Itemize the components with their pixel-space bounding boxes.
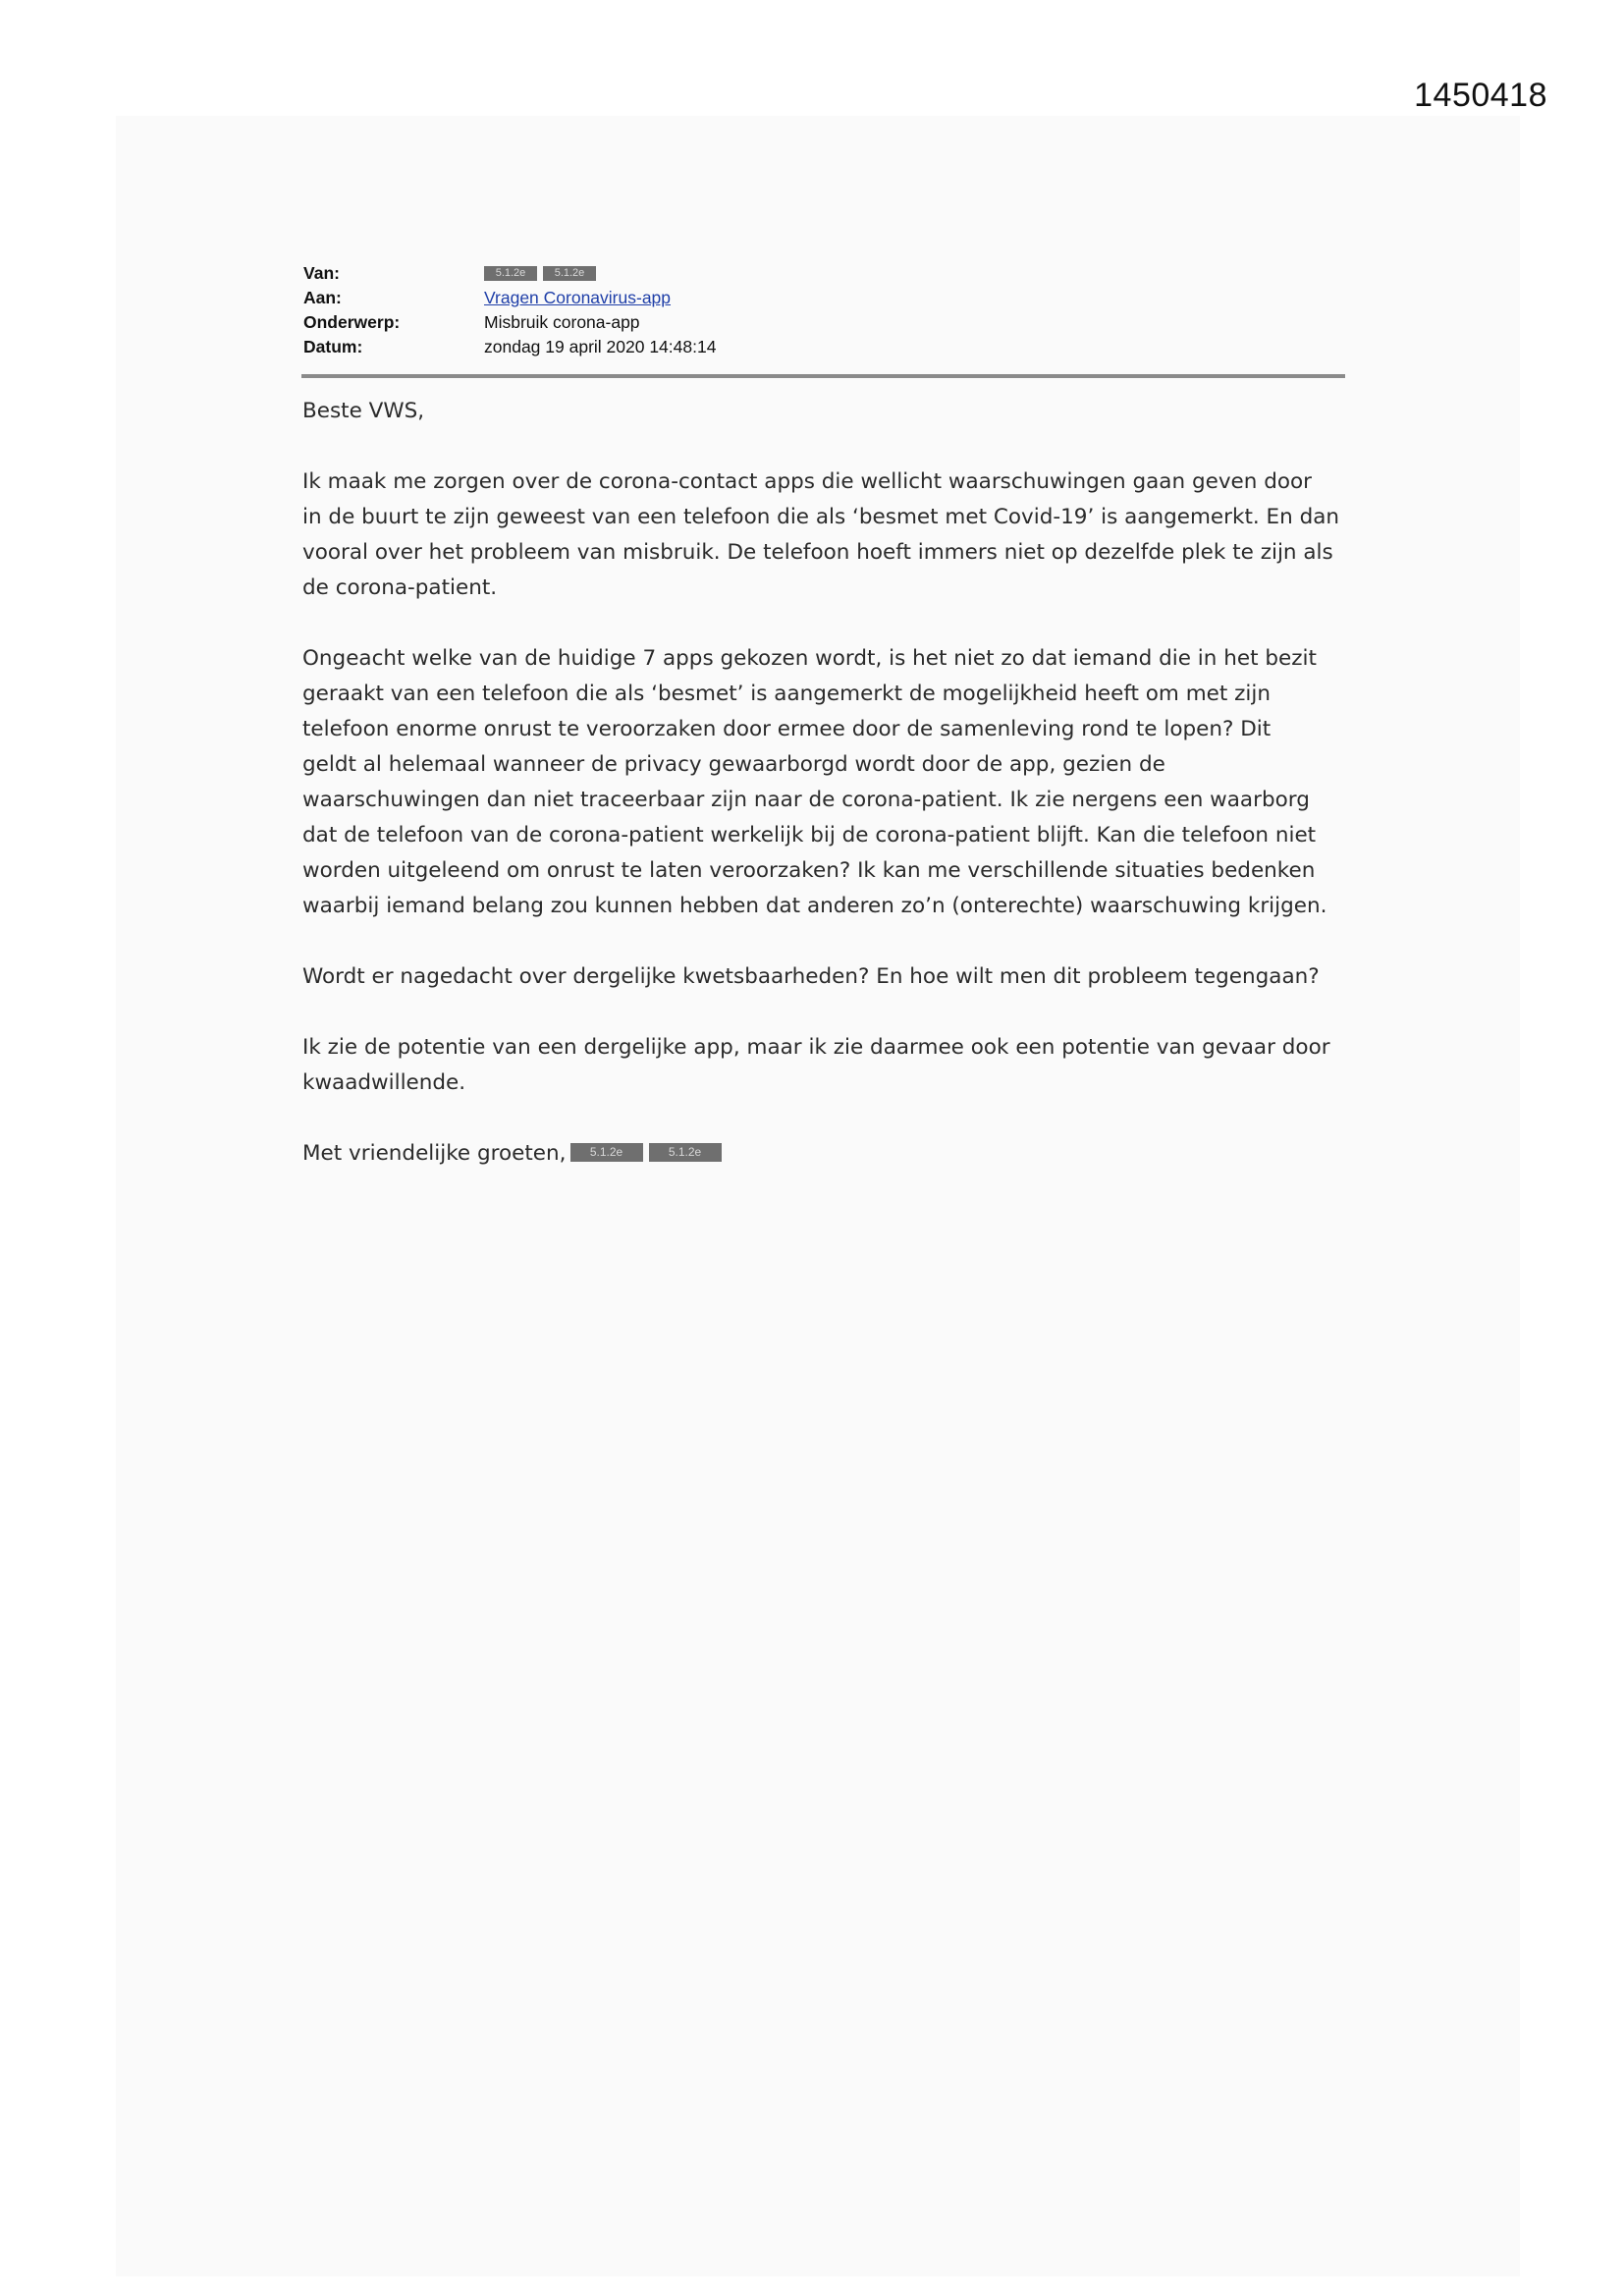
body-paragraph: Ongeacht welke van de huidige 7 apps gekozen wordt, is het niet zo dat iemand die in het bezit geraakt van een telefoon die als ‘besmet’ is aangemerkt de mogelijkheid heeft om met zijn telefoon enorme onrust te veroorzaken door ermee door de samenleving rond te lopen? Dit geldt al helemaal wanneer de privacy gewaarborgd wordt door de app, gezien de waarschuwingen dan niet traceerbaar zijn naar de corona-patient. Ik zie nergens een waarborg dat de telefoon van de corona-patient werkelijk bij de corona-patient blijft. Kan die telefoon niet worden uitgeleend om onrust te laten veroorzaken? Ik kan me verschillende situaties bedenken waarbij iemand belang zou kunnen hebben dat anderen zo’n (onterechte) waarschuwing krijgen. xyxy=(302,646,1327,918)
date-label: Datum: xyxy=(303,337,363,356)
email-header xyxy=(303,261,716,359)
subject-label: Onderwerp: xyxy=(303,312,401,332)
redaction-box: 5.1.2e xyxy=(484,266,537,281)
from-value xyxy=(484,266,602,281)
body-paragraph: Ik maak me zorgen over de corona-contact apps die wellicht waarschuwingen gaan geven door in de buurt te zijn geweest van een telefoon die als ‘besmet met Covid-19’ is aangemerkt. En dan vooral over het probleem van misbruik. De telefoon hoeft immers niet op dezelfde plek te zijn als de corona-patient. xyxy=(302,469,1340,600)
header-row-subject xyxy=(303,310,716,335)
closing-text: Met vriendelijke groeten, xyxy=(302,1141,567,1166)
to-value-wrapper xyxy=(484,288,671,308)
to-link[interactable]: Vragen Coronavirus-app xyxy=(484,288,672,307)
body-paragraph: Wordt er nagedacht over dergelijke kwetsbaarheden? En hoe wilt men dit probleem tegengaan? xyxy=(302,964,1320,989)
redaction-box: 5.1.2e xyxy=(570,1143,643,1162)
subject-value: Misbruik corona-app xyxy=(484,312,640,332)
closing-line xyxy=(302,1136,1363,1172)
redaction-box: 5.1.2e xyxy=(649,1143,722,1162)
body-paragraph: Ik zie de potentie van een dergelijke app, maar ik zie daarmee ook een potentie van gevaar door kwaadwillende. xyxy=(302,1035,1330,1095)
header-divider xyxy=(301,374,1345,378)
redaction-box: 5.1.2e xyxy=(543,266,596,281)
from-label: Van: xyxy=(303,263,340,283)
date-value: zondag 19 april 2020 14:48:14 xyxy=(484,337,717,356)
header-row-date xyxy=(303,335,716,359)
header-row-to xyxy=(303,286,716,310)
greeting: Beste VWS, xyxy=(302,399,425,423)
document-id: 1450418 xyxy=(1414,77,1547,114)
email-body xyxy=(302,394,1363,1207)
to-label: Aan: xyxy=(303,288,342,307)
header-row-from xyxy=(303,261,716,286)
